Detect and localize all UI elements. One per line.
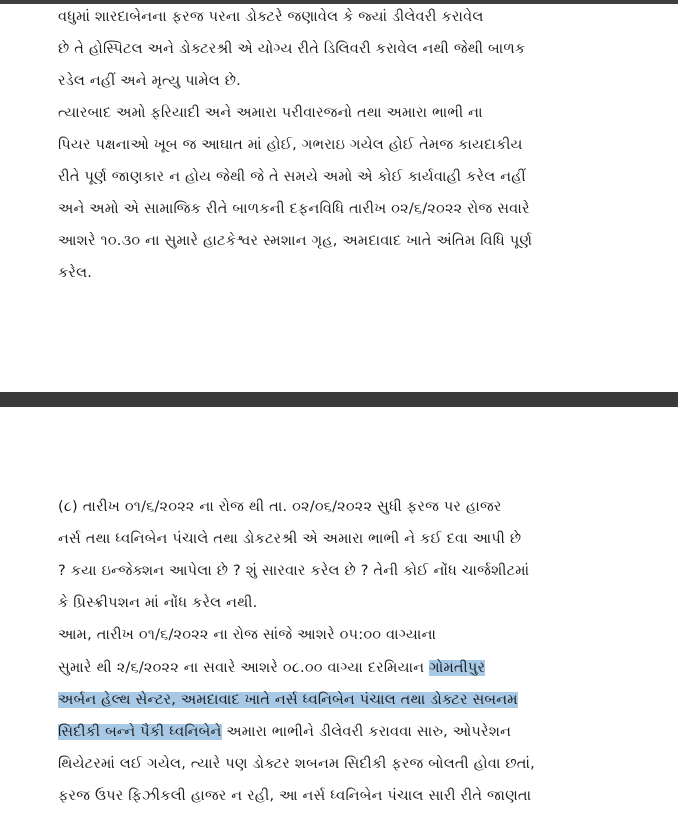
text-segment: અમારા ભાભીને ડીલેવરી કરાવવા સારુ, ઓપરેશન (221, 724, 512, 740)
text-line: અને અમો એ સામાજિક રીતે બાળકની દફનવિધિ તારીખ ૦૨/૬/૨૦૨૨ રોજ સવારે (58, 201, 530, 217)
text-line: નર્સ તથા ધ્વનિબેન પંચાલે તથા ડોકટરશ્રી એ અમારા ભાભી ને કઈ દવા આપી છે (58, 531, 522, 547)
text-line (58, 721, 626, 745)
text-segment: સુમારે થી ૨/૬/૨૦૨૨ ના સવારે આશરે ૦૮.૦૦ વાગ્યા દરમિયાન (58, 660, 430, 676)
text-line: આમ, તારીખ ૦૧/૬/૨૦૨૨ ના રોજ સાંજે આશરે ૦૫:૦૦ વાગ્યાના (58, 627, 437, 643)
text-line (58, 689, 626, 713)
highlighted-text[interactable]: ગોમતીપુર (429, 660, 486, 676)
text-line: ત્યારબાદ અમો ફરિયાદી અને અમારા પરીવારજનો તથા અમારા ભાભી ના (58, 105, 483, 121)
text-line: રીતે પૂર્ણ જાણકાર ન હોય જેથી જે તે સમયે અમો એ કોઈ કાર્યવાહી કરેલ નહીં (58, 169, 526, 185)
text-line: પિયર પક્ષનાઓ ખૂબ જ આઘાત માં હોઈ, ગભરાઇ ગયેલ હોઈ તેમજ કાયદાકીય (58, 137, 523, 153)
text-line: (૮) તારીખ ૦૧/૬/૨૦૨૨ ના રોજ થી તા. ૦૨/૦૬/૨૦૨૨ સુધી ફરજ પર હાજર (58, 499, 502, 515)
text-line: ? કયા ઇન્જેક્શન આપેલા છે ? શું સારવાર કરેલ છે ? તેની કોઈ નોંધ ચાર્જશીટમાં (58, 563, 530, 579)
text-line (58, 657, 626, 681)
text-line: કે પ્રિસ્ક્રીપશન માં નોંધ કરેલ નથી. (58, 595, 258, 611)
page-separator (0, 392, 678, 407)
text-line: કરેલ. (58, 265, 93, 281)
highlighted-text[interactable]: અર્બન હેલ્થ સેન્ટર, અમદાવાદ ખાતે નર્સ ધ્વનિબેન પંચાલ તથા ડોક્ટર સબનમ (58, 692, 518, 708)
highlighted-text[interactable]: સિદીકી બન્ને પૈકી ધ્વનિબેને (58, 724, 222, 740)
text-line: રડેલ નહીં અને મૃત્યુ પામેલ છે. (58, 73, 241, 89)
text-line: આશરે ૧૦.૩૦ ના સુમારે હાટકેશ્વર સ્મશાન ગૃહ, અમદાવાદ ખાતે અંતિમ વિધિ પૂર્ણ (58, 233, 533, 249)
text-line: ફરજ ઉપર ફિઝીકલી હાજર ન રહી, આ નર્સ ધ્વનિબેન પંચાલ સારી રીતે જાણતા (58, 788, 532, 804)
text-line: થિયેટરમાં લઈ ગયેલ, ત્યારે પણ ડોક્ટર શબનમ સિદીકી ફરજ બોલતી હોવા છતાં, (58, 756, 535, 772)
text-line: વધુમાં શારદાબેનના ફરજ પરના ડોક્ટરે જણાવેલ કે જ્યાં ડીલેવરી કરાવેલ (58, 9, 484, 25)
text-line: છે તે હોસ્પિટલ અને ડોક્ટરશ્રી એ યોગ્ય રીતે ડિલિવરી કરાવેલ નથી જેથી બાળક (58, 41, 526, 57)
document-page-1 (0, 4, 678, 392)
document-page-2 (0, 407, 678, 824)
